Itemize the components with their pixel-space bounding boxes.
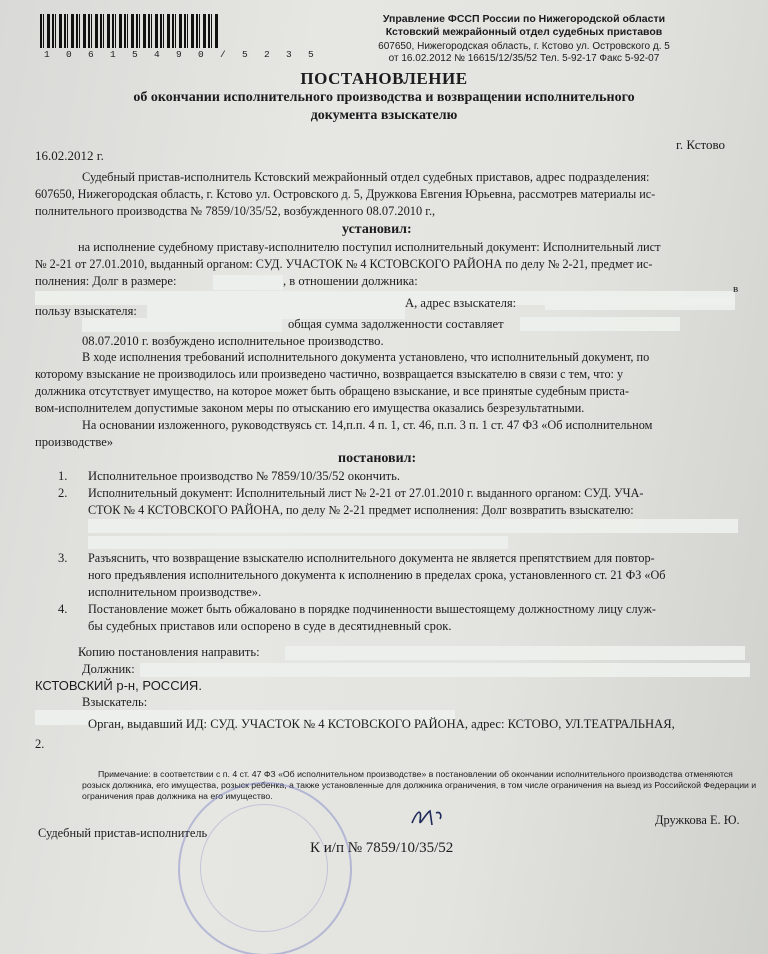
redacted-copies	[285, 646, 745, 660]
decided-item-2-number: 2.	[58, 486, 68, 500]
note-line-3: ограничения прав должника на его имущество.	[82, 791, 273, 801]
decided-item-2-line-1: Исполнительный документ: Исполнительный лист № 2-21 от 27.01.2010 г. выданного органом: СУД. УЧА-	[88, 486, 644, 500]
decided-heading: постановил:	[338, 451, 417, 466]
established-heading: установил:	[342, 222, 412, 237]
established-line-6: общая сумма задолженности составляет	[288, 317, 504, 331]
document-date: 16.02.2012 г.	[35, 148, 104, 163]
decided-item-3-number: 3.	[58, 551, 68, 565]
official-stamp-inner-ring	[200, 804, 328, 932]
copies-label: Копию постановления направить:	[78, 645, 260, 659]
decided-item-3-line-1: Разъяснить, что возвращение взыскателю исполнительного документа не является препятствием для повтор-	[88, 551, 655, 565]
barcode-number: 1 0 6 1 5 4 9 0 / 5 2 3 5	[44, 49, 320, 60]
redacted-item-2-line-3	[88, 519, 738, 533]
copies-organ: Орган, выдавший ИД: СУД. УЧАСТОК № 4 КСТОВСКОГО РАЙОНА, адрес: КСТОВО, УЛ.ТЕАТРАЛЬНАЯ,	[88, 717, 675, 731]
redacted-claimant-address	[545, 297, 735, 310]
handwritten-signature	[410, 805, 454, 829]
established-line-4-end: в	[733, 283, 739, 295]
decided-item-4-number: 4.	[58, 602, 68, 616]
established-line-12: На основании изложенного, руководствуясь ст. 14,п.п. 4 п. 1, ст. 46, п.п. 3 п. 1 ст. 47 ФЗ «Об исполнительном	[82, 418, 653, 432]
established-line-3a: полнения: Долг в размере:	[35, 274, 177, 288]
decided-item-1-number: 1.	[58, 469, 68, 483]
barcode	[40, 14, 218, 48]
header-agency: Управление ФССП России по Нижегородской области	[382, 13, 666, 25]
document-city: г. Кстово	[676, 137, 726, 152]
established-line-11: вом-исполнителем допустимые законом меры по отысканию его имущества оказались безрезультатными.	[35, 401, 585, 415]
header-department: Кстовский межрайонный отдел судебных приставов	[385, 26, 663, 38]
redacted-item-2-line-4	[88, 536, 508, 549]
signature-name: Дружкова Е. Ю.	[655, 813, 740, 827]
redacted-address-cont	[82, 318, 282, 332]
signature-role: Судебный пристав-исполнитель	[38, 826, 208, 840]
redacted-total	[520, 317, 680, 331]
established-line-7: 08.07.2010 г. возбуждено исполнительное производство.	[82, 334, 384, 348]
established-line-5a: пользу взыскателя:	[35, 304, 137, 318]
document-subtitle-1: об окончании исполнительного производства и возвращении исполнительного	[133, 90, 635, 105]
established-line-8: В ходе исполнения требований исполнительного документа установлено, что исполнительный документ, по	[82, 350, 650, 364]
intro-line-2: 607650, Нижегородская область, г. Кстово ул. Островского д. 5, Дружкова Евгения Юрьевна, рассмотрев материалы ис-	[35, 187, 656, 201]
decided-item-4-line-1: Постановление может быть обжаловано в порядке подчиненности вышестоящему должностному лицу служ-	[88, 602, 656, 616]
redacted-amount	[213, 275, 283, 290]
copies-claimant-label: Взыскатель:	[82, 695, 148, 709]
decided-item-3-line-3: исполнительном производстве».	[88, 585, 262, 599]
decided-item-3-line-2: ного предъявления исполнительного документа к исполнению в пределах срока, установленного ст. 21 ФЗ «Об	[88, 568, 666, 582]
document-subtitle-2: документа взыскателю	[310, 108, 458, 123]
note-line-1: Примечание: в соответствии с п. 4 ст. 47 ФЗ «Об исполнительном производстве» в постановлении об окончании исполнительного производства отменяются	[98, 769, 733, 779]
established-line-1: на исполнение судебному приставу-исполнителю поступил исполнительный документ: Исполнительный лист	[78, 240, 661, 254]
header-address: 607650, Нижегородская область, г. Кстово ул. Островского д. 5	[378, 41, 670, 52]
established-line-3b: , в отношении должника:	[283, 274, 418, 288]
redacted-debtor-address	[140, 663, 750, 677]
copies-debtor-address: КСТОВСКИЙ р-н, РОССИЯ.	[35, 678, 202, 693]
established-line-5b: А, адрес взыскателя:	[405, 296, 517, 310]
document-title: ПОСТАНОВЛЕНИЕ	[300, 69, 468, 88]
established-line-2: № 2-21 от 27.01.2010, выданный органом: СУД. УЧАСТОК № 4 КСТОВСКОГО РАЙОНА по делу № 2-21, предмет ис-	[35, 257, 653, 271]
decided-item-1: Исполнительное производство № 7859/10/35/52 окончить.	[88, 469, 401, 483]
established-line-10: должника отсутствует имущество, на которое может быть обращено взыскание, и все принятые судебным приста-	[35, 384, 630, 398]
intro-line-1: Судебный пристав-исполнитель Кстовский межрайонный отдел судебных приставов, адрес подразделения:	[82, 170, 650, 184]
intro-line-3: полнительного производства № 7859/10/35/52, возбужденного 08.07.2010 г.,	[35, 204, 436, 218]
case-reference: К и/п № 7859/10/35/52	[310, 840, 454, 856]
header-reg-contacts: от 16.02.2012 № 16615/12/35/52 Тел. 5-92-17 Факс 5-92-07	[388, 53, 660, 64]
established-line-9: которому взыскание не производилось или произведено частично, возвращается взыскателю в связи с тем, что: у	[35, 367, 624, 381]
copies-debtor-label: Должник:	[82, 662, 135, 676]
copies-organ-end: 2.	[35, 737, 45, 751]
decided-item-2-line-2: СТОК № 4 КСТОВСКОГО РАЙОНА, по делу № 2-21 предмет исполнения: Долг возвратить взыскателю:	[88, 503, 634, 517]
note-line-2: розыск должника, его имущества, розыск ребенка, а также установленные для должника ограничения, в том числе ограничения на выезд из Российской Федерации и	[82, 780, 757, 790]
decided-item-4-line-2: бы судебных приставов или оспорено в суде в десятидневный срок.	[88, 619, 452, 633]
established-line-13: производстве»	[35, 435, 114, 449]
